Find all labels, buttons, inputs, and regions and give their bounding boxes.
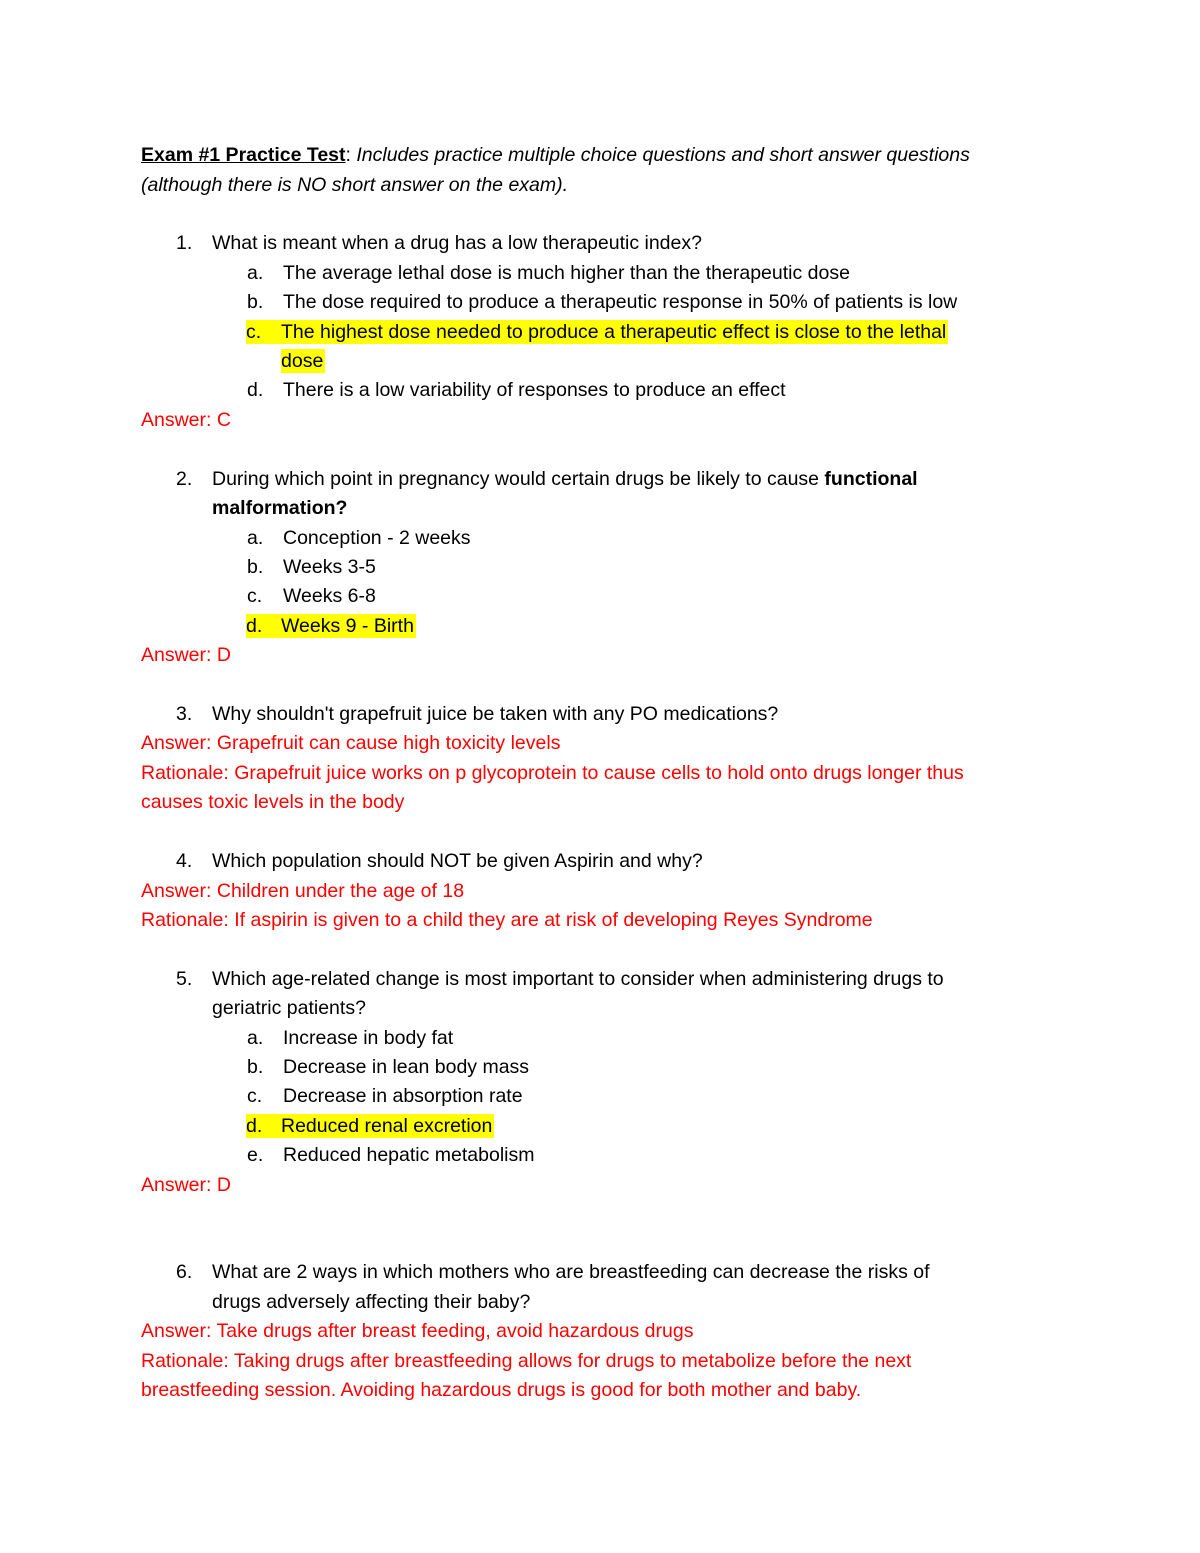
question-number: 5. — [176, 968, 193, 990]
option-text-highlighted: The highest dose needed to produce a therapeutic effect is close to the lethal — [281, 321, 947, 343]
option-text: Reduced hepatic metabolism — [283, 1144, 535, 1166]
question-text: Why shouldn't grapefruit juice be taken with any PO medications? — [212, 703, 779, 725]
option-text-highlighted: dose — [281, 350, 324, 372]
rationale-text: Rationale: If aspirin is given to a child they are at risk of developing Reyes Syndrome — [141, 909, 873, 931]
rationale-text: Rationale: Taking drugs after breastfeeding allows for drugs to metabolize before the next — [141, 1350, 912, 1372]
answer-text: Answer: D — [141, 1174, 231, 1196]
option-text: Weeks 6-8 — [283, 585, 376, 607]
option-text: There is a low variability of responses to produce an effect — [283, 379, 786, 401]
question-text — [212, 467, 918, 491]
option-letter: e. — [247, 1144, 264, 1166]
option-text: Conception - 2 weeks — [283, 527, 471, 549]
option-text: The average lethal dose is much higher than the therapeutic dose — [283, 262, 850, 284]
rationale-text: Rationale: Grapefruit juice works on p glycoprotein to cause cells to hold onto drugs longer thus — [141, 762, 964, 784]
option-text: Decrease in absorption rate — [283, 1085, 523, 1107]
option-letter: c. — [247, 585, 263, 607]
question-number: 4. — [176, 850, 193, 872]
option-letter: b. — [247, 291, 264, 313]
question-number: 3. — [176, 703, 193, 725]
title-heading: Exam #1 Practice Test — [141, 144, 346, 166]
answer-text: Answer: Take drugs after breast feeding, avoid hazardous drugs — [141, 1320, 694, 1342]
question-number: 1. — [176, 232, 193, 254]
option-letter: a. — [247, 527, 264, 549]
option-letter: a. — [247, 262, 264, 284]
option-letter: c. — [247, 1085, 263, 1107]
answer-text: Answer: D — [141, 644, 231, 666]
question-text-emphasis: malformation? — [212, 497, 348, 519]
answer-text: Answer: Grapefruit can cause high toxicity levels — [141, 732, 561, 754]
option-letter-highlighted: c. — [246, 320, 285, 344]
option-text: Decrease in lean body mass — [283, 1056, 530, 1078]
question-text: geriatric patients? — [212, 997, 366, 1019]
title-description-continued: (although there is NO short answer on the exam). — [141, 174, 569, 196]
question-text: What are 2 ways in which mothers who are breastfeeding can decrease the risks of — [212, 1261, 930, 1283]
answer-text: Answer: Children under the age of 18 — [141, 880, 465, 902]
option-letter: d. — [247, 379, 264, 401]
option-letter-highlighted: d. — [246, 614, 286, 638]
title-description: Includes practice multiple choice questions and short answer questions — [350, 144, 970, 166]
question-text-plain: During which point in pregnancy would certain drugs be likely to cause — [212, 468, 825, 490]
rationale-text: causes toxic levels in the body — [141, 791, 405, 813]
question-text: Which population should NOT be given Aspirin and why? — [212, 850, 703, 872]
option-letter: b. — [247, 556, 264, 578]
question-text-emphasis: functional — [824, 468, 918, 490]
title-colon: : — [345, 144, 351, 166]
option-text-highlighted: Reduced renal excretion — [281, 1115, 493, 1137]
option-text-highlighted: Weeks 9 - Birth — [281, 615, 414, 637]
option-letter: b. — [247, 1056, 264, 1078]
option-text: Increase in body fat — [283, 1027, 454, 1049]
question-number: 6. — [176, 1261, 193, 1283]
option-letter: a. — [247, 1027, 264, 1049]
question-text: What is meant when a drug has a low therapeutic index? — [212, 232, 702, 254]
document-title — [141, 143, 970, 167]
option-letter-highlighted: d. — [246, 1114, 286, 1138]
question-text: drugs adversely affecting their baby? — [212, 1291, 531, 1313]
question-text: Which age-related change is most important to consider when administering drugs to — [212, 968, 944, 990]
answer-text: Answer: C — [141, 409, 231, 431]
rationale-text: breastfeeding session. Avoiding hazardous drugs is good for both mother and baby. — [141, 1379, 862, 1401]
option-text: The dose required to produce a therapeutic response in 50% of patients is low — [283, 291, 958, 313]
question-number: 2. — [176, 468, 193, 490]
option-text: Weeks 3-5 — [283, 556, 376, 578]
